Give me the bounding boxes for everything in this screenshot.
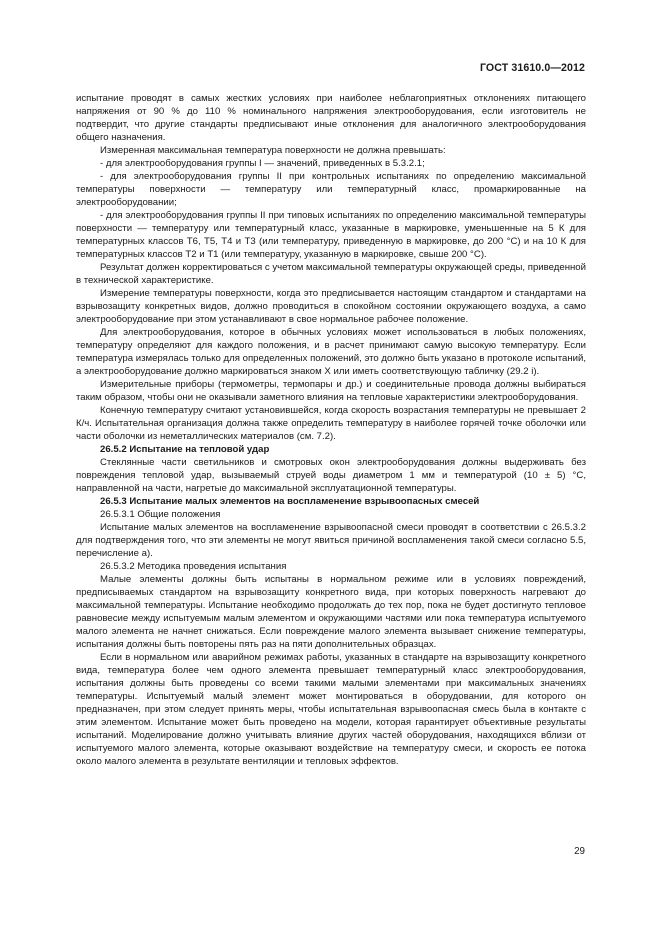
body-paragraph: Измерительные приборы (термометры, термопары и др.) и соединительные провода должны выбираться таким образом, чтобы они не оказывали заметного влияния на тепловые характеристики электрооборудования. — [76, 379, 586, 403]
body-paragraph: Измеренная максимальная температура поверхности не должна превышать: — [100, 145, 446, 156]
body-paragraph: 26.5.3.1 Общие положения — [100, 509, 221, 520]
body-paragraph: - для электрооборудования группы I — значений, приведенных в 5.3.2.1; — [100, 158, 425, 169]
body-paragraph: Результат должен корректироваться с учетом максимальной температуры окружающей среды, приведенной в технической характеристике. — [76, 262, 586, 286]
section-heading: 26.5.2 Испытание на тепловой удар — [100, 444, 270, 455]
document-body — [76, 92, 586, 768]
body-paragraph: 26.5.3.2 Методика проведения испытания — [100, 561, 287, 572]
body-paragraph: Для электрооборудования, которое в обычных условиях может использоваться в любых положениях, температуру определяют для каждого положения, и в расчет принимают самую высокую температуру. Если температура измерялась только для определенных положений, это должно быть указано в протоколе испытаний, а электрооборудование должно маркироваться знаком X или иметь соответствующую табличку (29.2 i). — [76, 327, 586, 377]
body-paragraph: Стеклянные части светильников и смотровых окон электрооборудования должны выдерживать без повреждения тепловой удар, вызываемый струей воды диаметром 1 мм и температурой (10 ± 5) °С, направленной на части, нагретые до максимальной эксплуатационной температуры. — [76, 457, 586, 494]
page-number: 29 — [574, 846, 585, 857]
body-paragraph: Малые элементы должны быть испытаны в нормальном режиме или в условиях повреждений, предписываемых стандартом на взрывозащиту конкретного вида, при которых поверхность нагревают до максимальной температуры. Испытание необходимо продолжать до тех пор, пока не будет достигнуто тепловое равновесие между испытуемым малым элементом и окружающими частями или пока температура испытуемого малого элемента не начнет снижаться. Если повреждение малого элемента вызывает снижение температуры, испытания должны быть повторены пять раз на пяти дополнительных образцах. — [76, 574, 586, 650]
section-heading: 26.5.3 Испытание малых элементов на воспламенение взрывоопасных смесей — [100, 496, 480, 507]
body-paragraph: - для электрооборудования группы II при типовых испытаниях по определению максимальной температуры поверхности — температуру или температурный класс, указанные в маркировке, уменьшенные на 5 К для температурных классов Т6, Т5, Т4 и Т3 (или температуру, приведенную в маркировке, до 200 °С) и на 10 К для температурных классов Т2 и Т1 (или температуру, указанную в маркировке, свыше 200 °С). — [76, 210, 586, 260]
body-paragraph: Конечную температуру считают установившейся, когда скорость возрастания температуры не превышает 2 К/ч. Испытательная организация должна также определить температуру в наиболее горячей точке оболочки или части оболочки из неметаллических материалов (см. 7.2). — [76, 405, 586, 442]
body-paragraph: Если в нормальном или аварийном режимах работы, указанных в стандарте на взрывозащиту конкретного вида, температура более чем одного элемента превышает температурный класс электрооборудования, испытания должны быть проведены со всеми такими малыми элементами при максимальных значениях температуры. Испытуемый малый элемент может монтироваться в оборудовании, для которого он предназначен, при этом следует принять меры, чтобы испытательная взрывоопасная смесь была в контакте с этим элементом. Испытание может быть проведено на модели, которая гарантирует объективные результаты испытаний. Моделирование должно учитывать влияние других частей оборудования, находящихся вблизи от испытуемого малого элемента, которые оказывают воздействие на температуру смеси, и скорость ее потока около малого элемента в результате вентиляции и тепловых эффектов. — [76, 652, 586, 767]
body-paragraph: Испытание малых элементов на воспламенение взрывоопасной смеси проводят в соответствии с 26.5.3.2 для подтверждения того, что эти элементы не могут явиться причиной воспламенения такой смеси согласно 5.5, перечисление а). — [76, 522, 586, 559]
body-paragraph: испытание проводят в самых жестких условиях при наиболее неблагоприятных отклонениях питающего напряжения от 90 % до 110 % номинального напряжения электрооборудования, если изготовитель не подтвердит, что другие стандарты предписывают иные отклонения для аналогичного электрооборудования общего назначения. — [76, 93, 586, 143]
body-paragraph: - для электрооборудования группы II при контрольных испытаниях по определению максимальной температуры поверхности — температуру или температурный класс, промаркированные на электрооборудовании; — [76, 171, 586, 208]
standard-header: ГОСТ 31610.0—2012 — [479, 62, 585, 74]
body-paragraph: Измерение температуры поверхности, когда это предписывается настоящим стандартом и стандартами на взрывозащиту конкретных видов, должно проводиться в спокойном состоянии окружающего воздуха, а само электрооборудование при этом устанавливают в свое нормальное рабочее положение. — [76, 288, 586, 325]
